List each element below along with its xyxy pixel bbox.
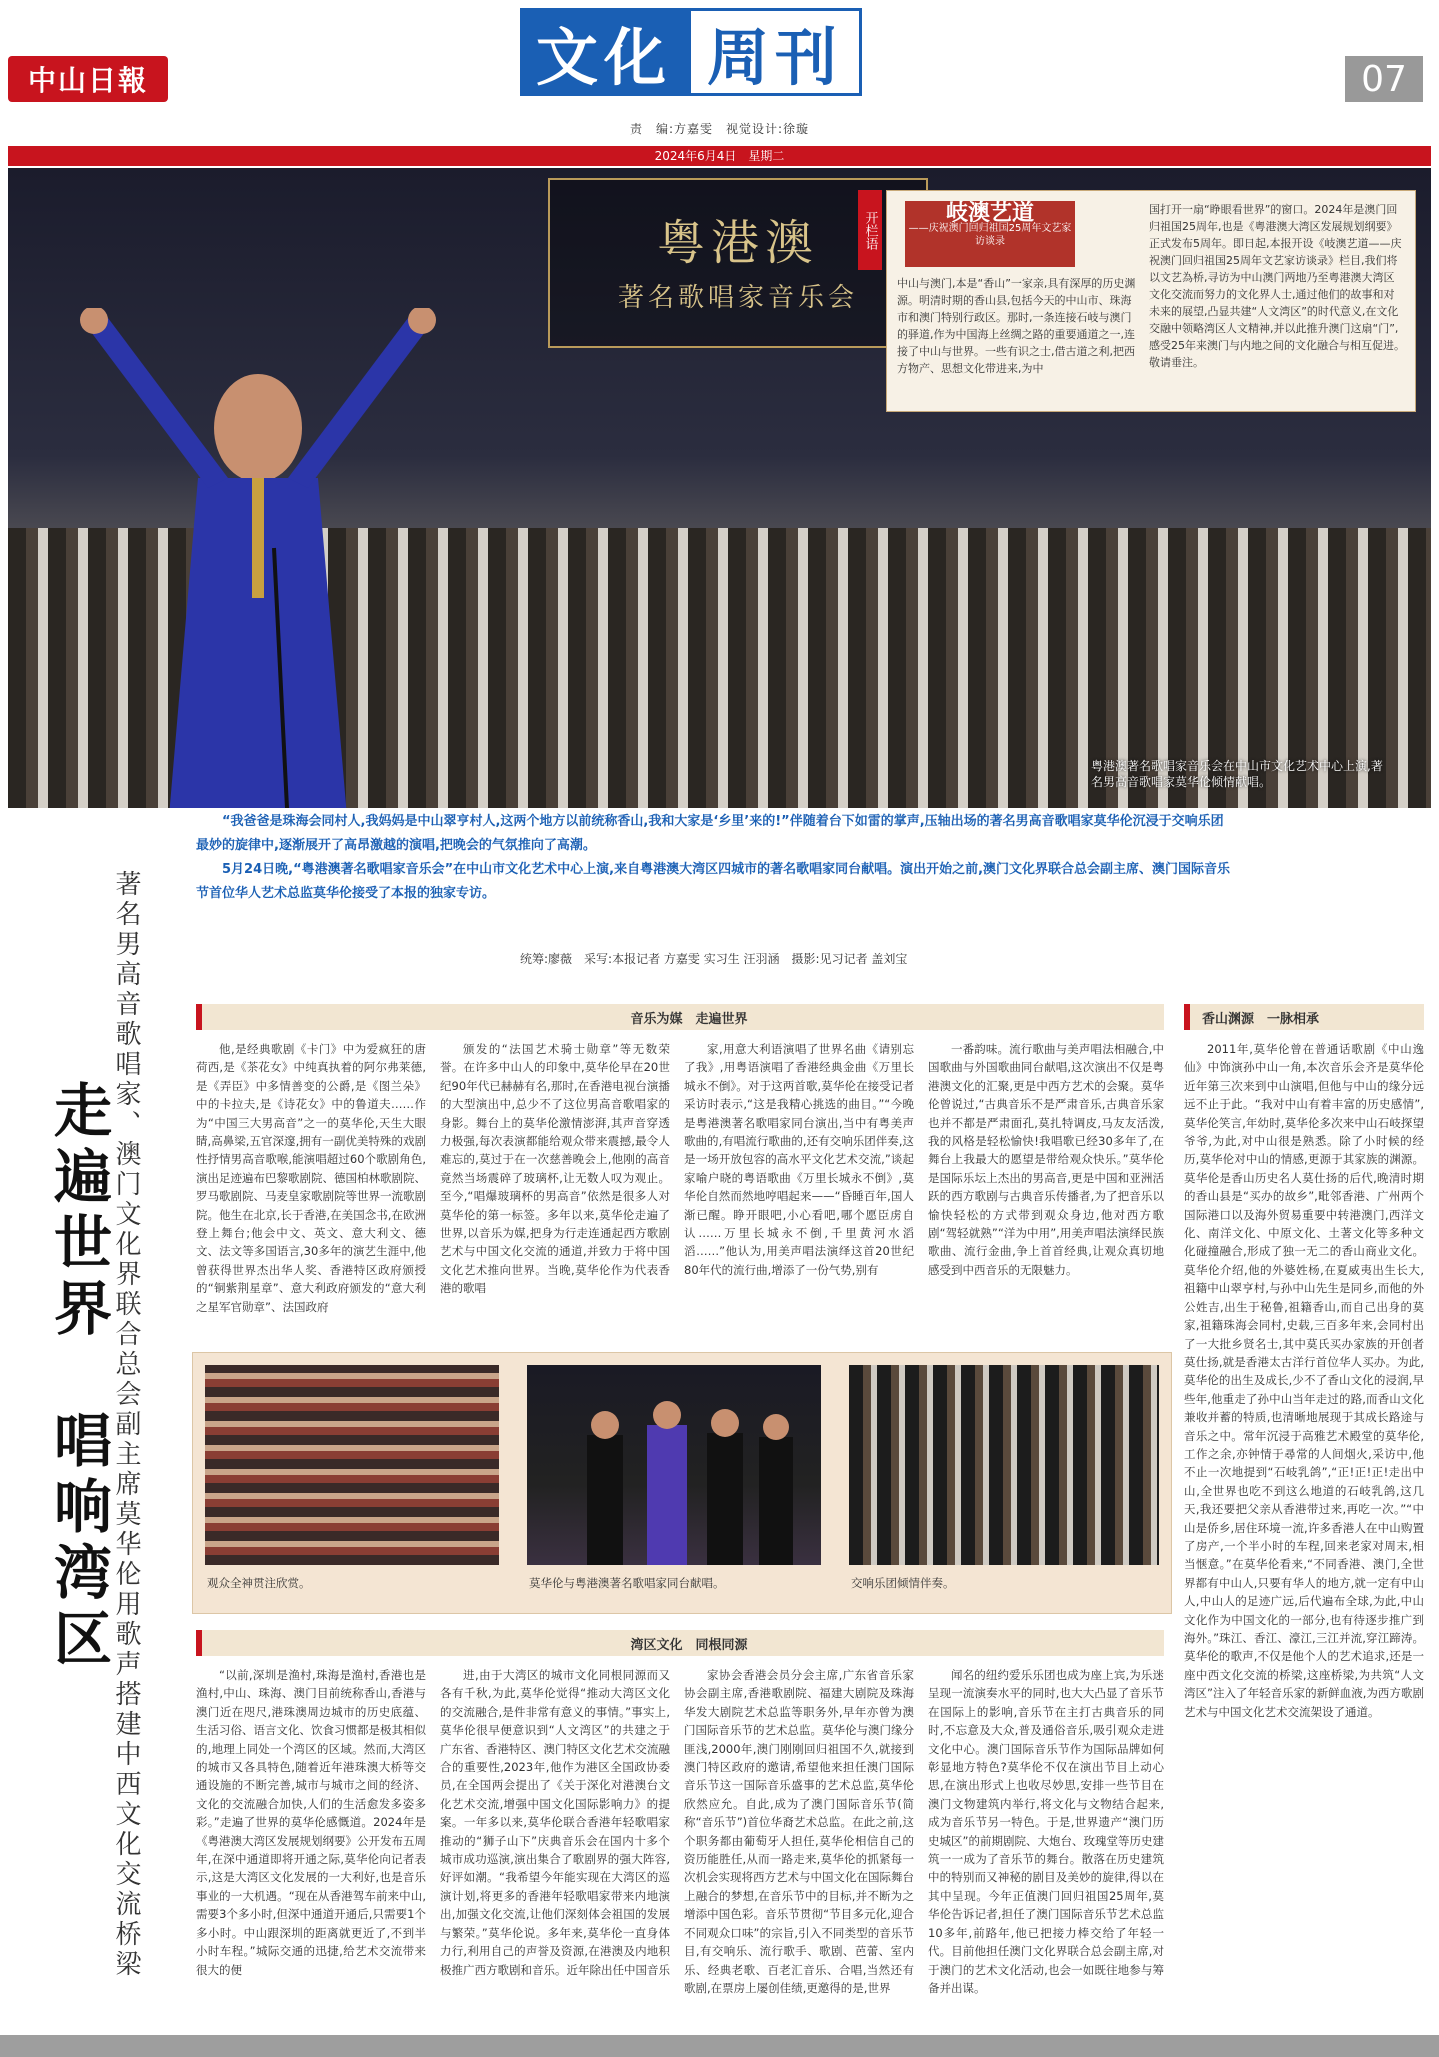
section-header-music: 音乐为媒 走遍世界 (196, 1004, 1164, 1030)
byline: 统筹:廖薇 采写:本报记者 方嘉雯 实习生 汪羽涵 摄影:见习记者 盖刘宝 (520, 952, 908, 966)
editor-credits: 责 编:方嘉雯 视觉设计:徐璇 (629, 122, 810, 136)
music-text-3: 家,用意大利语演唱了世界名曲《请别忘了我》,用粤语演唱了香港经典金曲《万里长城永不倒》。对于这两首歌,莫华伦在接受记者采访时表示,“这是我精心挑选的曲目。”“今晚是粤港澳著名歌唱家同台演出,当中有粤美声歌曲的,有唱流行歌曲的,还有交响乐团伴奏,这是一场开放包容的高水平文化艺术交流,”谈起家喻户晓的粤语歌曲《万里长城永不倒》,莫华伦自然而然地哼唱起来——“昏睡百年,国人渐已醒。睁开眼吧,小心看吧,哪个愿臣虏自认……万里长城永不倒,千里黄河水滔滔……”他认为,用美声唱法演绎这首20世纪80年代的流行曲,增添了一份气势,别有 (684, 1042, 914, 1277)
singer-figure (78, 308, 438, 808)
gallery-photo-singers (527, 1365, 821, 1565)
music-text-1: 他,是经典歌剧《卡门》中为爱疯狂的唐荷西,是《茶花女》中纯真执着的阿尔弗莱德,是《弄臣》中多情善变的公爵,是《图兰朵》中的卡拉夫,是《诗花女》中的鲁道夫……作为“中国三大男高音”之一的莫华伦,天生大眼睛,高鼻梁,五官深邃,拥有一副优美特殊的戏剧性抒情男高音歌喉,能演唱超过60个歌剧角色,演出足迹遍布巴黎歌剧院、德国柏林歌剧院、罗马歌剧院、马麦皇家歌剧院等世界一流歌剧院。他生在北京,长于香港,在美国念书,在欧洲登上舞台;他会中文、英文、意大利文、德文、法文等多国语言,30多年的演艺生涯中,他曾获得世界杰出华人奖、香港特区政府颁授的“铜紫荆星章”、意大利政府颁发的“意大利之星军官勋章”、法国政府 (196, 1042, 426, 1314)
column-badge-title: 岐澳艺道 (945, 201, 1034, 226)
column-text-left: 中山与澳门,本是“香山”一家亲,具有深厚的历史渊源。明清时期的香山县,包括今天的中山市、珠海市和澳门特别行政区。那时,一条连接石岐与澳门的驿道,作为中国海上丝绸之路的重要通道之一,连接了中山与世界。一些有识之士,借古道之利,把西方物产、思想文化带进来,为中 (897, 277, 1136, 375)
newspaper-logo: 中山日報 (8, 56, 168, 102)
gallery-caption-1: 观众全神贯注欣赏。 (207, 1576, 311, 1590)
gallery-caption-2: 莫华伦与粤港澳著名歌唱家同台献唱。 (529, 1576, 725, 1590)
lede-paragraph-2: 5月24日晚,“粤港澳著名歌唱家音乐会”在中山市文化艺术中心上演,来自粤港澳大湾区四城市的著名歌唱家同台献唱。演出开始之前,澳门文化界联合总会副主席、澳门国际音乐节首位华人艺术总监莫华伦接受了本报的独家专访。 (196, 862, 1231, 901)
section-header-bay: 湾区文化 同根同源 (196, 1630, 1164, 1656)
hero-photo (8, 168, 1431, 808)
bay-column-2 (440, 1666, 670, 2026)
bay-column-4 (928, 1666, 1164, 2026)
bay-column-1 (196, 1666, 426, 2026)
xiangshan-column (1184, 1040, 1424, 2020)
stage-banner-title: 粤港澳 (656, 215, 819, 271)
masthead (0, 0, 1439, 136)
bay-text-2: 进,由于大湾区的城市文化同根同源而又各有千秋,为此,莫华伦觉得“推动大湾区文化的交流融合,是件非常有意义的事情。”事实上,莫华伦很早便意识到“人文湾区”的共建之于广东省、香港特区、澳门特区文化艺术交流融合的重要性,2023年,他作为港区全国政协委员,在全国两会提出了《关于深化对港澳台文化艺术交流,增强中国文化国际影响力》的提案。一年多以来,莫华伦联合香港年轻歌唱家推动的“狮子山下”庆典音乐会在国内十多个城市成功巡演,演出集合了歌剧界的强大阵容,好评如潮。“我希望今年能实现在大湾区的巡演计划,将更多的香港年轻歌唱家带来内地演出,加强文化交流,让他们深刻体会祖国的发展与繁荣。”莫华伦说。多年来,莫华伦一直身体力行,利用自己的声誉及资源,在港澳及内地积极推广西方歌剧和音乐。近年除出任中国音乐 (440, 1668, 670, 1977)
headline-main: 走遍世界 唱响湾区 (44, 1080, 112, 1674)
music-column-1 (196, 1040, 426, 1316)
column-text-right: 国打开一扇“睁眼看世界”的窗口。2024年是澳门回归祖国25周年,也是《粤港澳大湾区发展规划纲要》正式发布5周年。即日起,本报开设《岐澳艺道——庆祝澳门回归祖国25周年文艺家访谈录》栏目,我们将以文艺為桥,寻访为中山澳门两地乃至粤港澳大湾区文化交流而努力的文化界人士,通过他们的故事和对未来的展望,凸显共建“人文湾区”的时代意义,在文化交融中领略湾区人文精神,并以此推升澳门这扇“门”,感受25年来澳门与内地之间的文化融合与相互促进。敬请垂注。 (1149, 203, 1405, 369)
hero-caption: 粤港澳著名歌唱家音乐会在中山市文化艺术中心上演,著名男高音歌唱家莫华伦倾情献唱。 (1091, 759, 1383, 789)
music-column-3 (684, 1040, 914, 1279)
footer-band (0, 2035, 1439, 2057)
headline-subtitle: 著名男高音歌唱家、澳门文化界联合总会副主席莫华伦用歌声搭建中西文化交流桥梁 (111, 870, 141, 1980)
bay-text-4: 闻名的纽约爱乐乐团也成为座上宾,为乐迷呈现一流演奏水平的同时,也大大凸显了音乐节在国际上的影响,音乐节在主打古典音乐的同时,不忘意及大众,普及通俗音乐,吸引观众走进文化中心。澳门国际音乐节作为国际品牌如何彰显地方特色?莫华伦不仅在演出节目上动心思,在演出形式上也收尽妙思,安排一些节目在澳门文物建筑内举行,将文化与文物结合起来,成为音乐节另一特色。于是,世界遗产“澳门历史城区”的前期剧院、大炮台、玫瑰堂等历史建筑一一成为了音乐节的舞台。散落在历史建筑中的特别而又神秘的剧目及美妙的旋律,得以在其中呈现。今年正值澳门回归祖国25周年,莫华伦告诉记者,担任了澳门国际音乐节艺术总监10多年,前路年,他已把接力棒交给了年轻一代。目前他担任澳门文化界联合总会副主席,对于澳门的艺术文化活动,也会一如既往地参与筹备并出谋。 (928, 1668, 1164, 1995)
column-tag: 开栏语 (858, 190, 882, 270)
bay-text-1: “以前,深圳是渔村,珠海是渔村,香港也是渔村,中山、珠海、澳门目前统称香山,香港与澳门近在咫尺,港珠澳周边城市的历史底蕴、生活习俗、语言文化、饮食习惯都是极其相似的,地理上同处一个湾区的区域。然而,大湾区的城市又各具特色,随着近年港珠澳大桥等交通设施的不断完善,城市与城市之间的经济、文化的交流融合加快,人们的生活愈发多姿多彩。”走遍了世界的莫华伦感慨道。2024年是《粤港澳大湾区发展规划纲要》公开发布五周年,在深中通道即将开通之际,莫华伦向记者表示,这是大湾区文化发展的一大利好,也是音乐事业的一大机遇。“现在从香港驾车前来中山,需要3个多小时,但深中通道开通后,只需要1个多小时。中山跟深圳的距离就更近了,不到半小时车程。”城际交通的迅捷,给艺术交流带来很大的便 (196, 1668, 426, 1977)
stage-banner-subtitle: 著名歌唱家音乐会 (617, 283, 858, 313)
gallery-caption-3: 交响乐团倾情伴奏。 (851, 1576, 955, 1590)
bay-text-3: 家协会香港会员分会主席,广东省音乐家协会副主席,香港歌剧院、福建大剧院及珠海华发大剧院艺术总监等职务外,早年亦曾为澳门国际音乐节的艺术总监。莫华伦与澳门缘分匪浅,2000年,澳门刚刚回归祖国不久,就接到澳门特区政府的邀请,希望他来担任澳门国际音乐节这一国际音乐盛事的艺术总监,莫华伦欣然应允。自此,成为了澳门国际音乐节(简称“音乐节”)首位华裔艺术总监。在此之前,这个职务都由葡萄牙人担任,莫华伦相信自己的资历能胜任,从而一路走来,莫华伦的抓紧每一次机会实现将西方艺术与中国文化在国际舞台上融合的梦想,在音乐节中的目标,并不断为之增添中国色彩。音乐节贯彻“节目多元化,迎合不同观众口味”的宗旨,引入不同类型的音乐节目,有交响乐、流行歌手、歌剧、芭蕾、室内乐、经典老歌、百老汇音乐、合唱,当然还有歌剧,在票房上屡创佳绩,更邀得的是,世界 (684, 1668, 914, 1995)
music-column-4 (928, 1040, 1164, 1279)
section-title (520, 8, 862, 96)
dateline: 2024年6月4日 星期二 (8, 146, 1431, 166)
photo-gallery (192, 1352, 1172, 1614)
singers-silhouettes (527, 1365, 821, 1565)
gallery-photo-orchestra (849, 1365, 1159, 1565)
gallery-photo-audience (205, 1365, 499, 1565)
bay-column-3 (684, 1666, 914, 2026)
column-badge-subtitle: ——庆祝澳门回归祖国25周年文艺家访谈录 (908, 223, 1072, 247)
section-title-part-b: 周刊 (688, 8, 862, 96)
column-badge (905, 201, 1075, 267)
xiangshan-text: 2011年,莫华伦曾在普通话歌剧《中山逸仙》中饰演孙中山一角,本次音乐会齐是莫华伦近年第三次来到中山演唱,但他与中山的缘分远远不止于此。“我对中山有着丰富的历史感情”,莫华伦笑言,年幼时,莫华伦多次来中山石岐探望爷爷,为此,对中山很是熟悉。除了小时候的经历,莫华伦对中山的情感,更源于其家族的渊源。莫华伦是香山历史名人莫仕扬的后代,晚清时期的香山县是“买办的故乡”,毗邻香港、广州两个国际港口以及海外贸易重要中转港澳门,西洋文化、南洋文化、中原文化、土著文化等多种文化碰撞融合,形成了独一无二的香山商业文化。莫华伦介绍,他的外婆姓杨,在夏威夷出生长大,祖籍中山翠亨村,与孙中山先生是同乡,而他的外公姓吉,出生于秘鲁,祖籍香山,而自己出身的莫家,祖籍珠海会同村,史载,三百多年来,会同村出了一大批乡贤名士,其中莫氏买办家族的开创者莫仕扬,就是香港太古洋行首位华人买办。为此,莫华伦的出生及成长,少不了香山文化的浸润,早些年,他重走了孙中山当年走过的路,而香山文化兼收并蓄的特质,也清晰地展现于其成长路途与音乐之中。常年沉浸于高雅艺术殿堂的莫华伦,工作之余,亦钟情于尋常的人间烟火,采访中,他不止一次地提到“石岐乳鸽”,“正!正!正!走出中山,全世界也吃不到这么地道的石岐乳鸽,这几天,我还要把父亲从香港带过来,再吃一次。”“中山是侨乡,居住环境一流,许多香港人在中山购置了房产,一个半小时的车程,回来老家对周末,相当惬意。”在莫华伦看来,“不同香港、澳门,全世界都有中山人,只要有华人的地方,就一定有中山人,中山人的足迹广远,后代遍布全球,为此,中山文化作为中国文化的一部分,也有待逐步推广到海外。”珠江、香江、濠江,三江并流,穿江蹄涛。莫华伦的歌声,不仅是他个人的艺术追求,还是一座中西文化交流的桥梁,这座桥梁,为共筑“人文湾区”注入了年轻音乐家的新鲜血液,为西方歌剧艺术与中国文化艺术交流架设了通道。 (1184, 1042, 1424, 1719)
music-column-2 (440, 1040, 670, 1298)
column-intro (886, 190, 1416, 412)
lede-paragraph-1: “我爸爸是珠海会同村人,我妈妈是中山翠亨村人,这两个地方以前统称香山,我和大家是‘乡里’来的!”伴随着台下如雷的掌声,压轴出场的著名男高音歌唱家莫华伦沉浸于交响乐团最妙的旋律中,逐渐展开了高昂激越的演唱,把晚会的气氛推向了高潮。 (196, 814, 1224, 853)
music-text-4: 一番韵味。流行歌曲与美声唱法相融合,中国歌曲与外国歌曲同台献唱,这次演出不仅是粤港澳文化的汇聚,更是中西方艺术的会聚。莫华伦曾说过,“古典音乐不是严肃音乐,古典音乐家也并不都是严肃面孔,莫扎特调皮,马友友活泼,我的风格是轻松愉快!我唱歌已经30多年了,在舞台上我最大的愿望是带给观众快乐。”莫华伦是国际乐坛上杰出的男高音,更是中国和亚洲活跃的西方歌剧与古典音乐传播者,为了把音乐以愉快轻松的方式带到观众身边,他对西方歌剧“驾轻就熟”“洋为中用”,用美声唱法演绎民族歌曲、流行金曲,争上首首经典,让观众真切地感受到中西音乐的无限魅力。 (928, 1042, 1164, 1277)
page-number: 07 (1345, 56, 1423, 102)
section-title-part-a: 文化 (520, 8, 688, 96)
music-text-2: 颁发的“法国艺术骑士勋章”等无数荣誉。在许多中山人的印象中,莫华伦早在20世纪90年代已赫赫有名,那时,在香港电视台演播的大型演出中,总少不了这位男高音歌唱家的身影。舞台上的莫华伦激情澎湃,其声音穿透力极强,每次表演都能给观众带来震撼,最令人难忘的,莫过于在一次慈善晚会上,他刚的高音竟然当场震碎了玻璃杯,让无数人叹为观止。至今,“唱爆玻璃杯的男高音”依然是很多人对莫华伦的第一标签。多年以来,莫华伦走遍了世界,以音乐为媒,把身为行走连通起西方歌剧艺术与中国文化交流的通道,并致力于将中国文化艺术推向世界。当晚,莫华伦作为代表香港的歌唱 (440, 1042, 670, 1296)
article-lede (196, 810, 1236, 906)
section-header-xiangshan: 香山渊源 一脉相承 (1184, 1004, 1424, 1030)
